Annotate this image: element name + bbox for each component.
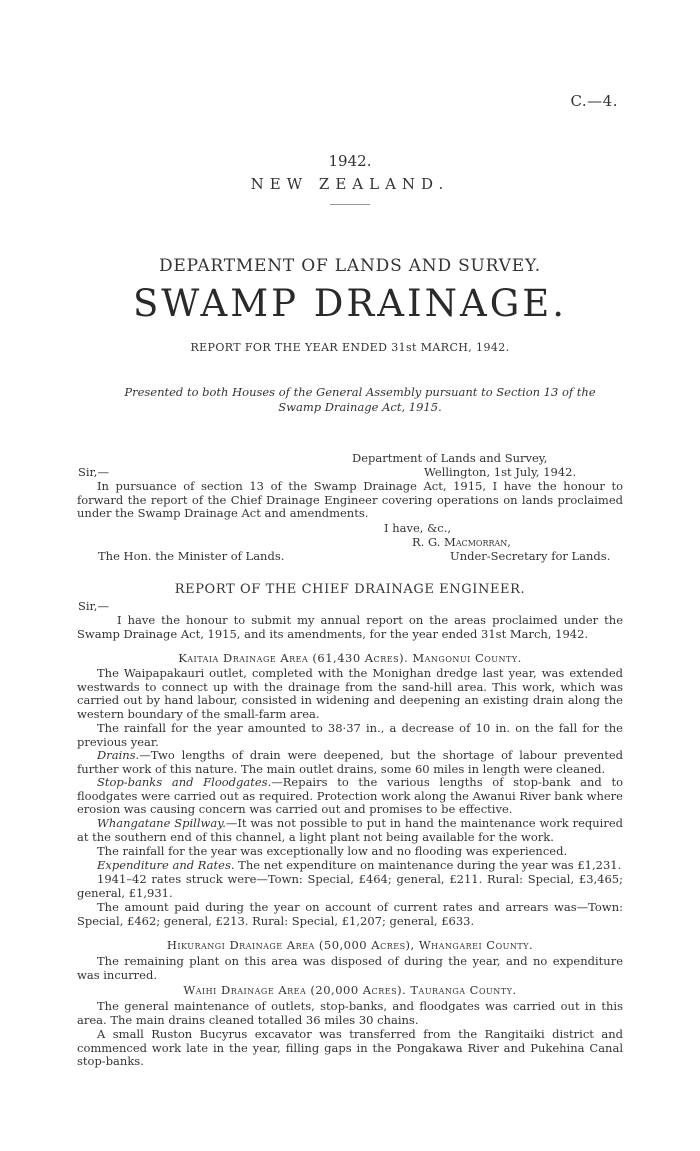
document-code: C.—4. — [570, 92, 618, 110]
kaitaia-paragraph-1: The Waipapakauri outlet, completed with the Monighan dredge last year, was extended westwards to connect up with the drainage from the sand-hill area. This work, which was carried out by hand labour, consisted in widening and deepening an existing drain along the western boundary of the small-farm area. — [77, 666, 623, 721]
kaitaia-drains-paragraph — [77, 749, 623, 776]
report-salutation: Sir,— — [78, 599, 109, 613]
letter-signature-name: R. G. Macmorran, — [412, 535, 511, 549]
drains-label: Drains. — [97, 748, 140, 762]
hikurangi-heading: Hikurangi Drainage Area (50,000 Acres), Whangarei County. — [166, 938, 534, 952]
kaitaia-rainfall-paragraph: The rainfall for the year was exceptionally low and no flooding was experienced. — [97, 844, 568, 858]
spillway-label: Whangatane Spillway. — [97, 816, 226, 830]
kaitaia-rates-paragraph: 1941–42 rates struck were—Town: Special, £464; general, £211. Rural: Special, £3,465; general, £1,931. — [77, 872, 623, 900]
title-divider — [330, 204, 370, 205]
hikurangi-paragraph-1: The remaining plant on this area was disposed of during the year, and no expenditure was incurred. — [77, 954, 623, 982]
waihi-paragraph-1: The general maintenance of outlets, stop-banks, and floodgates was carried out in this area. The main drains cleaned totalled 36 miles 30 chains. — [77, 999, 623, 1027]
letter-salutation: Sir,— — [78, 465, 109, 479]
letter-recipient: The Hon. the Minister of Lands. — [98, 549, 285, 563]
expenditure-text: The net expenditure on maintenance during the year was £1,231. — [234, 858, 622, 872]
kaitaia-paragraph-2: The rainfall for the year amounted to 38·37 in., a decrease of 10 in. on the fall for the previous year. — [77, 721, 623, 749]
letter-closing: I have, &c., — [384, 521, 452, 535]
kaitaia-heading: Kaitaia Drainage Area (61,430 Acres). Mangonui County. — [178, 651, 522, 665]
letter-body: In pursuance of section 13 of the Swamp Drainage Act, 1915, I have the honour to forward the report of the Chief Drainage Engineer covering operations on lands proclaimed under the Swamp Drainage Act and amendments. — [77, 479, 623, 521]
letter-signature-title: Under-Secretary for Lands. — [450, 549, 611, 563]
kaitaia-payments-paragraph: The amount paid during the year on account of current rates and arrears was—Town: Special, £462; general, £213. Rural: Special, £1,207; general, £633. — [77, 900, 623, 928]
drains-text: —Two lengths of drain were deepened, but the shortage of labour prevented further work of this nature. The main outlet drains, some 60 miles in length were cleaned. — [77, 748, 623, 776]
stopbanks-text: —Repairs to the various lengths of stop-bank and to floodgates were carried out as required. Protection work along the Awanui River bank where erosion was causing concern was carried out and promises to be effective. — [77, 775, 623, 817]
letter-address-line1: Department of Lands and Survey, — [352, 451, 548, 465]
spillway-text: —It was not possible to put in hand the maintenance work required at the southern end of this channel, a light plant not being available for the work. — [77, 816, 623, 844]
report-subtitle: REPORT FOR THE YEAR ENDED 31st MARCH, 1942. — [190, 341, 510, 354]
report-heading: REPORT OF THE CHIEF DRAINAGE ENGINEER. — [174, 582, 526, 597]
waihi-paragraph-2: A small Ruston Bucyrus excavator was transferred from the Rangitaiki district and commenced work late in the year, filling gaps in the Pongakawa River and Pukehina Canal stop-banks. — [77, 1027, 623, 1069]
publication-year: 1942. — [328, 152, 372, 170]
letter-address-line2: Wellington, 1st July, 1942. — [424, 465, 577, 479]
expenditure-label: Expenditure and Rates. — [97, 858, 235, 872]
kaitaia-spillway-paragraph — [77, 817, 623, 844]
stopbanks-label: Stop-banks and Floodgates. — [97, 775, 272, 789]
country-heading: NEW ZEALAND. — [250, 175, 450, 193]
document-title: SWAMP DRAINAGE. — [132, 282, 568, 325]
kaitaia-stopbanks-paragraph — [77, 776, 623, 817]
kaitaia-expenditure-paragraph — [77, 859, 623, 873]
presentation-note: Presented to both Houses of the General Assembly pursuant to Section 13 of the Swamp Drainage Act, 1915. — [124, 385, 596, 414]
department-heading: DEPARTMENT OF LANDS AND SURVEY. — [159, 256, 541, 276]
report-intro: I have the honour to submit my annual report on the areas proclaimed under the Swamp Drainage Act, 1915, and its amendments, for the year ended 31st March, 1942. — [77, 613, 623, 641]
waihi-heading: Waihi Drainage Area (20,000 Acres). Tauranga County. — [183, 983, 517, 997]
